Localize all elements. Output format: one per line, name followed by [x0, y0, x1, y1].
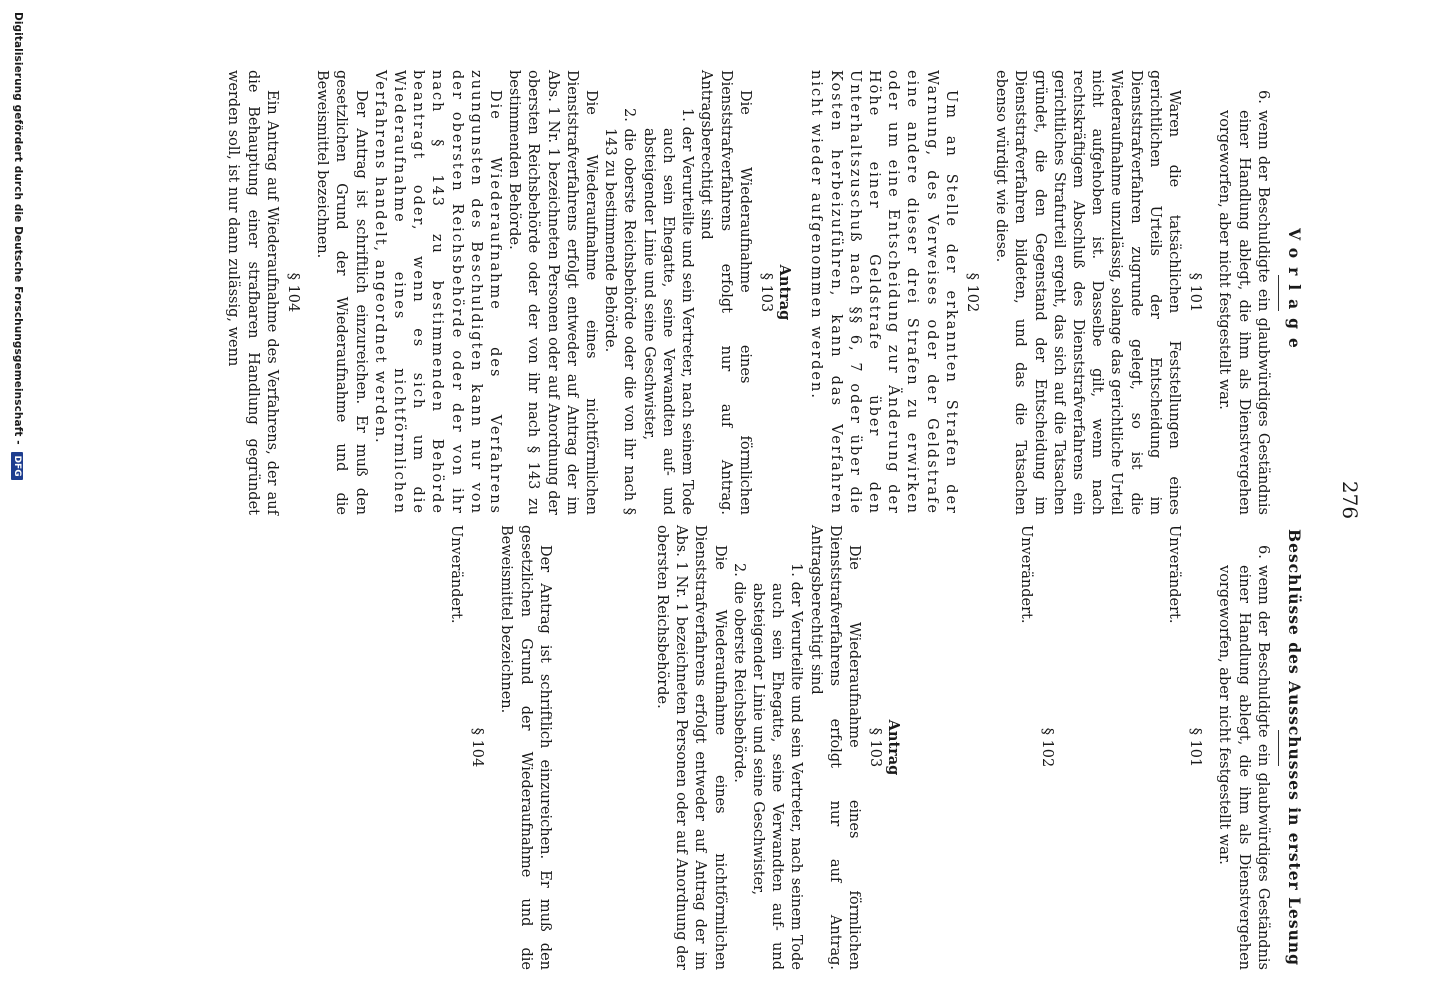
- section-103-item-1: 1. der Verurteilte und sein Vertreter, nach seinem Tode auch sein Ehegatte, seine Verwandten auf- und absteigender Linie und seine Geschwister,: [640, 108, 696, 515]
- section-103-item-2: 2. die oberste Reichsbehörde oder die von ihr nach § 143 zu bestimmende Behörde.: [602, 108, 638, 515]
- section-103-para-3: Die Wiederaufnahme eines nichtförmlichen Dienststrafverfahrens erfolgt entweder auf Antrag der im Abs. 1 Nr. 1 bezeichneten Personen oder auf Anordnung der obersten Reichsbehörde oder der von ihr nach § 143 zu bestimmenden Behörde.: [506, 70, 600, 515]
- section-103-item-1: 1. der Verurteilte und sein Vertreter, nach seinem Tode auch sein Ehegatte, seine Verwandten auf- und absteigender Linie und seine Geschwister,: [749, 563, 805, 970]
- section-103-item-2: 2. die oberste Reichsbehörde.: [730, 563, 747, 783]
- section-101-unchanged: Unverändert.: [1165, 525, 1182, 624]
- antrag-heading: Antrag: [776, 264, 794, 321]
- section-104-title: § 104: [285, 272, 302, 313]
- section-103-para-3: Die Wiederaufnahme eines nichtförmlichen Dienststrafverfahrens erfolgt entweder auf Antrag der im Abs. 1 Nr. 1 bezeichneten Personen oder auf Anordnung der obersten Reichsbehörde.: [653, 525, 728, 970]
- column-heading-beschluesse: Beschlüsse des Ausschusses in erster Lesung: [1285, 528, 1304, 966]
- spacer: [554, 525, 652, 970]
- section-103-para-5: Der Antrag ist schriftlich einzureichen. Er muß den gesetzlichen Grund der Wiederaufnahme und die Beweismittel bezeichnen.: [498, 525, 553, 970]
- section-103-intro: Die Wiederaufnahme eines förmlichen Dienststrafverfahrens erfolgt nur auf Antrag. Antragsberechtigt sind: [698, 70, 753, 515]
- section-103-intro: Die Wiederaufnahme eines förmlichen Dienststrafverfahrens erfolgt nur auf Antrag. Antragsberechtigt sind: [807, 525, 862, 970]
- column-heading-vorlage: Vorlage: [1285, 228, 1304, 357]
- section-102-unchanged: Unverändert.: [1017, 525, 1034, 624]
- column-beschluesse: [446, 525, 1304, 970]
- section-103-para-5: Der Antrag ist schriftlich einzureichen. Er muß den gesetzlichen Grund der Wiederaufnahme und die Beweismittel bezeichnen.: [314, 70, 369, 515]
- section-102-text: Um an Stelle der erkannten Strafen der Warnung, des Verweises oder der Geldstrafe eine andere dieser drei Strafen zu erwirken oder um eine Entscheidung zur Änderung der Höhe einer Geldstrafe über den Unterhaltszuschuß nach §§ 6, 7 oder über die Kosten herbeizuführen, kann das Verfahren nicht wieder aufgenommen werden.: [808, 70, 959, 515]
- section-104-unchanged: Unverändert.: [447, 525, 464, 624]
- heading-rule: [1278, 275, 1279, 311]
- section-104-text: Ein Antrag auf Wiederaufnahme des Verfahrens, der auf die Behauptung einer strafbaren Handlung gegründet werden soll, ist nur dann zulässig, wenn: [225, 70, 280, 515]
- section-101-title: § 101: [1187, 727, 1204, 768]
- section-102-title: § 102: [1038, 727, 1055, 768]
- section-104-title: § 104: [469, 727, 486, 768]
- section-101-text: Waren die tatsächlichen Feststellungen eines gerichtlichen Urteils der Entscheidung im Dienststrafverfahren zugrunde gelegt, so ist die Wiederaufnahme unzulässig, solange das gerichtliche Urteil nicht aufgehoben ist. Dasselbe gilt, wenn nach rechtskräftigem Abschluß des Dienststrafverfahrens ein gerichtliches Strafurteil ergeht, das sich auf die Tatsachen gründet, die den Gegenstand der Entscheidung im Dienststrafverfahren bildeten, und das die Tatsachen ebenso würdigt wie diese.: [993, 70, 1182, 515]
- item-6: 6. wenn der Beschuldigte ein glaubwürdiges Geständnis einer Handlung ablegt, die ihm als Dienstvergehen vorgeworfen, aber nicht festgestellt war.: [1216, 90, 1271, 515]
- spacer: [1066, 525, 1164, 970]
- item-6: 6. wenn der Beschuldigte ein glaubwürdiges Geständnis einer Handlung ablegt, die ihm als Dienstvergehen vorgeworfen, aber nicht festgestellt war.: [1216, 545, 1271, 970]
- spacer: [915, 525, 1015, 970]
- section-102-title: § 102: [963, 272, 980, 313]
- digitization-footer: [11, 12, 24, 477]
- footer-text: Digitalisierung gefördert durch die Deutsche Forschungsgemeinschaft -: [12, 12, 24, 445]
- section-103-title: § 103: [867, 727, 884, 768]
- heading-rule: [1278, 730, 1279, 766]
- dfg-logo: DFG: [11, 452, 23, 479]
- antrag-heading: Antrag: [885, 719, 903, 776]
- column-vorlage: [223, 70, 1304, 515]
- section-103-title: § 103: [757, 272, 774, 313]
- section-101-title: § 101: [1187, 272, 1204, 313]
- section-103-para-4: Die Wiederaufnahme des Verfahrens zuungunsten des Beschuldigten kann nur von der obersten Reichsbehörde oder der von ihr nach § 143 zu bestimmenden Behörde beantragt oder, wenn es sich um die Wiederaufnahme eines nichtförmlichen Verfahrens handelt, angeordnet werden.: [371, 70, 504, 515]
- page-number: 276: [1338, 480, 1362, 520]
